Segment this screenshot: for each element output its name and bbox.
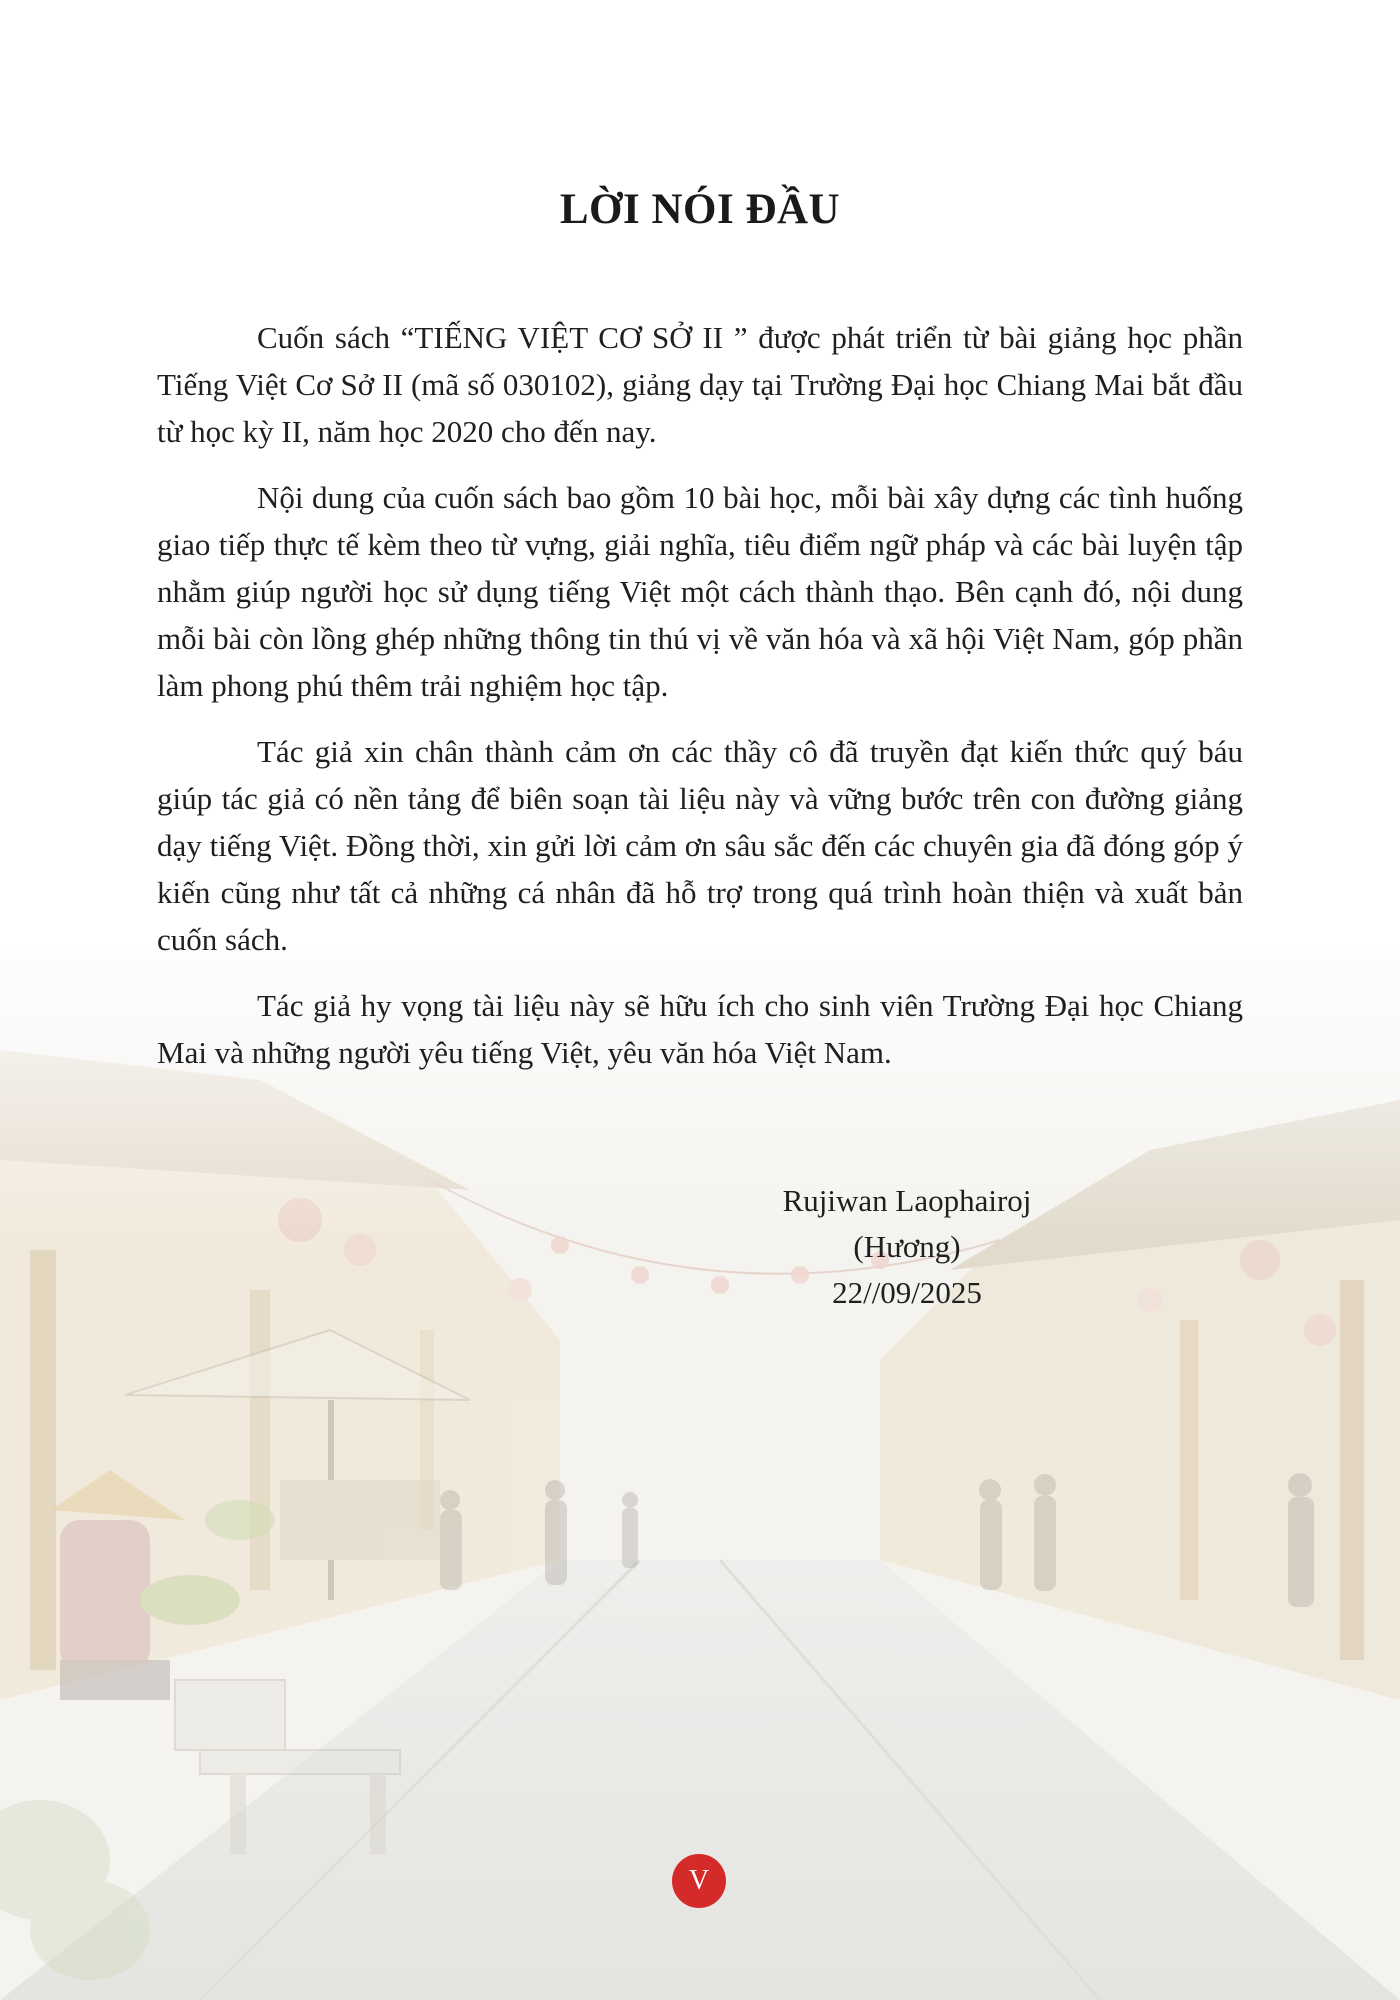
preface-body xyxy=(157,314,1243,1095)
paragraph-4: Tác giả hy vọng tài liệu này sẽ hữu ích cho sinh viên Trường Đại học Chiang Mai và những người yêu tiếng Việt, yêu văn hóa Việt Nam. xyxy=(157,988,1243,1070)
author-name: Rujiwan Laophairoj (Hương) xyxy=(782,1183,1032,1264)
paragraph-3: Tác giả xin chân thành cảm ơn các thầy cô đã truyền đạt kiến thức quý báu giúp tác giả có nền tảng để biên soạn tài liệu này và vững bước trên con đường giảng dạy tiếng Việt. Đồng thời, xin gửi lời cảm ơn sâu sắc đến các chuyên gia đã đóng góp ý kiến cũng như tất cả những cá nhân đã hỗ trợ trong quá trình hoàn thiện và xuất bản cuốn sách. xyxy=(157,734,1243,957)
signature-date: 22//09/2025 xyxy=(832,1275,982,1310)
page-title: LỜI NÓI ĐẦU xyxy=(559,186,841,233)
paragraph-1: Cuốn sách “TIẾNG VIỆT CƠ SỞ II ” được phát triển từ bài giảng học phần Tiếng Việt Cơ Sở II (mã số 030102), giảng dạy tại Trường Đại học Chiang Mai bắt đầu từ học kỳ II, năm học 2020 cho đến nay. xyxy=(157,320,1243,449)
page-number-badge: V xyxy=(672,1854,726,1908)
signature-block xyxy=(747,1178,1067,1316)
paragraph-2: Nội dung của cuốn sách bao gồm 10 bài học, mỗi bài xây dựng các tình huống giao tiếp thực tế kèm theo từ vựng, giải nghĩa, tiêu điểm ngữ pháp và các bài luyện tập nhằm giúp người học sử dụng tiếng Việt một cách thành thạo. Bên cạnh đó, nội dung mỗi bài còn lồng ghép những thông tin thú vị về văn hóa và xã hội Việt Nam, góp phần làm phong phú thêm trải nghiệm học tập. xyxy=(157,480,1243,703)
